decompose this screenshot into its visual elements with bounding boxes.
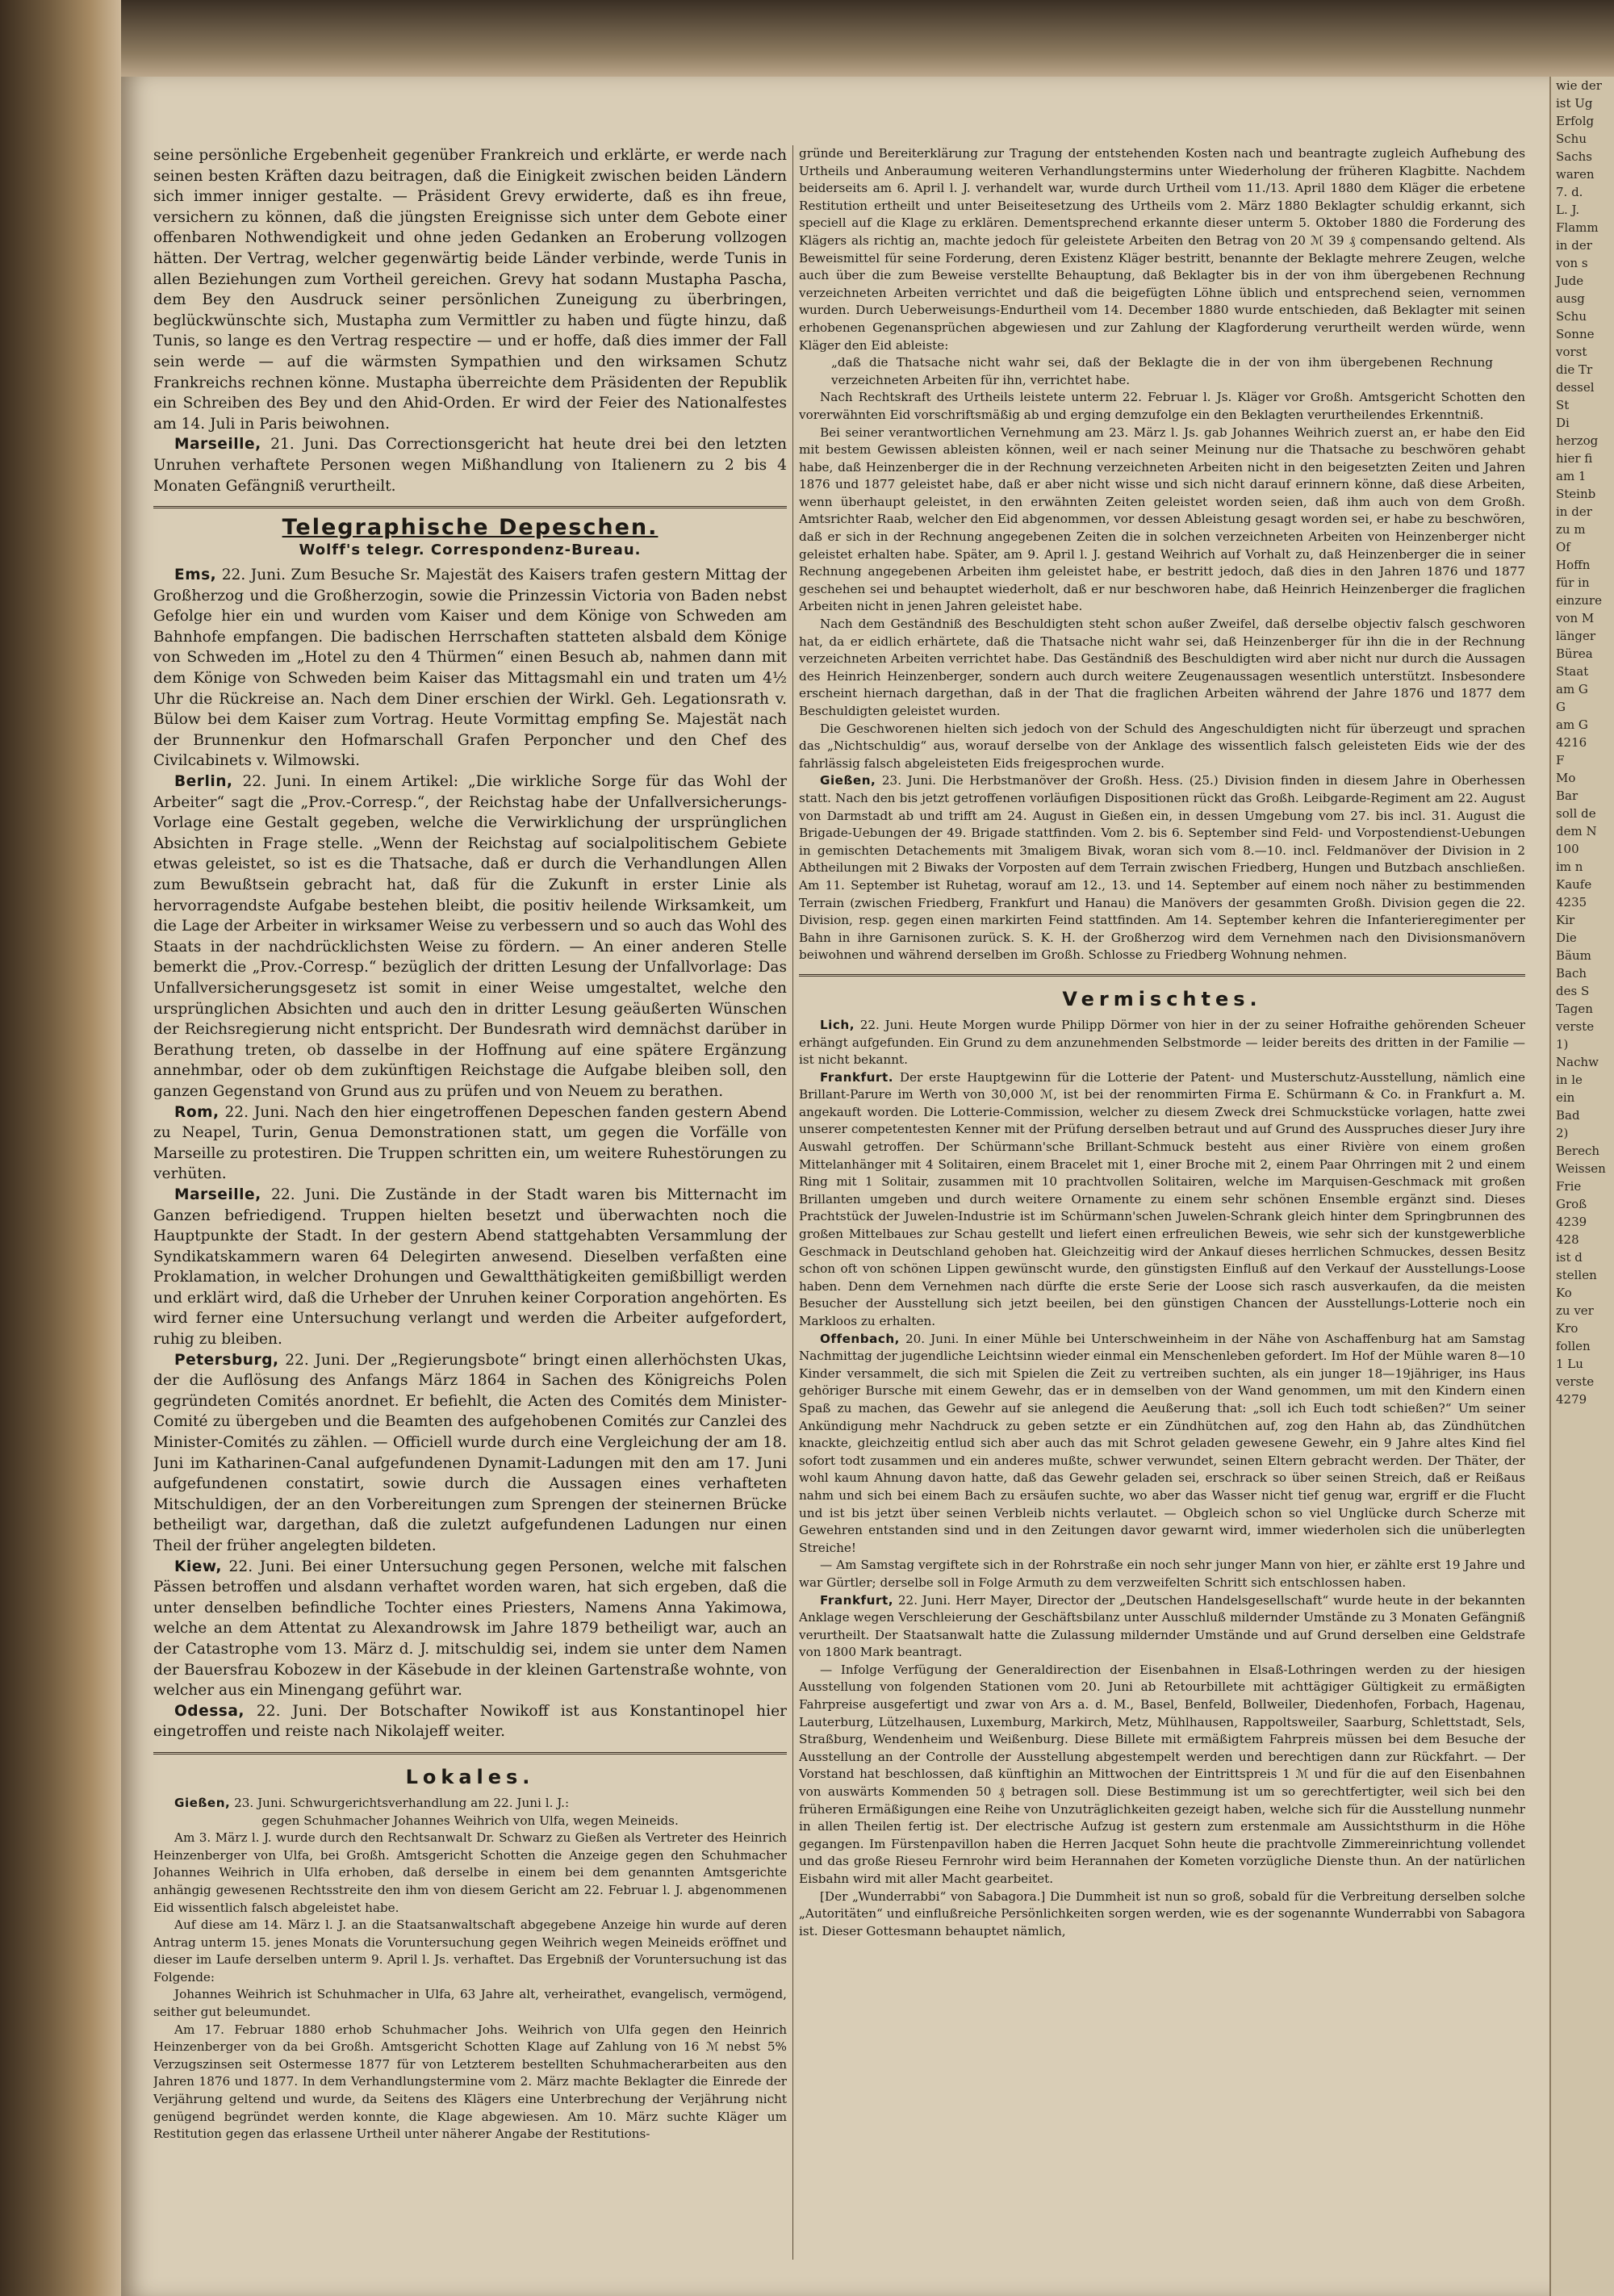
fragment-text: am 1 xyxy=(1556,469,1587,483)
article-text: 22. Juni. Die Zustände in der Stadt waren bis Mitternacht im Ganzen befriedigend. Truppen hielten besetzt und überwachten noch die Hauptpunkte der Stadt. In der gestern Abend stattgehabten Versammlung der Syndikatskammern waren 64 Delegirten anwesend. Dieselben verfaßten eine Proklamation, in welcher Drohungen und Gewaltthätigkeiten gemißbilligt werden und erklärt wird, daß die Urheber der Unruhen keiner Corporation angehörten. Es wird ferner eine Untersuchung verlangt und werden die Arbeiter aufgefordert, ruhig zu bleiben. xyxy=(153,1186,787,1349)
article-text: Der erste Hauptgewinn für die Lotterie der Patent- und Musterschutz-Ausstellung, nämlich eine Brillant-Parure im Werth von 30,000 ℳ, ist bei der renommirten Firma E. Schürmann & Co. in Frankfurt a. M. angekauft worden. Die Lotterie-Commission, welcher zu diesem Zweck drei Schmuckstücke vorlagen, hatte zwei unserer competentesten Kenner mit der Prüfung derselben betraut und auf Grund des Ausspruches dieser Jury ihre Auswahl getroffen. Der Schürmann'sche Brillant-Schmuck besteht aus einer Rivière von einem großen Mittelanhänger mit 4 Solitairen, einem Bracelet mit 1, einer Broche mit 2, einem Paar Ohrringen mit 2 und einem Ring mit 1 Solitair, zusammen mit 10 prachtvollen Solitairen, welche im Marquisen-Geschmack mit großen Brillanten umgeben und durch weitere Ornamente zu einem sehr schönen Ensemble ergänzt sind. Dieses Prachtstück der Juwelen-Industrie ist im Schürmann'schen Juwelen-Schrank gleich hinter dem Springbrunnen des großen Mittelbaues zur Schau gestellt und liefert einen erfreulichen Beweis, wie sehr sich der kunstgewerbliche Geschmack in Deutschland gehoben hat. Gleichzeitig wird der Ankauf dieses herrlichen Schmuckes, dessen Besitz schon oft von schönen Lippen gewünscht wurde, den günstigsten Einfluß auf den Verkauf der Ausstellungs-Loose haben. Denn dem Vernehmen nach dürfte die erste Serie der Loose sich rasch ausverkaufen, da die meisten Besucher der Ausstellung sich jetzt beeilen, bei den günstigen Chancen der Ausstellungs-Lotterie noch ein Markloos zu erhalten. xyxy=(799,1069,1525,1328)
fragment-text: Groß xyxy=(1556,1197,1587,1211)
fragment-text: Steinb xyxy=(1556,487,1596,501)
paragraph: Johannes Weihrich ist Schuhmacher in Ulfa, 63 Jahre alt, verheirathet, evangelisch, vermögend, seither gut beleumundet. xyxy=(153,1987,787,2020)
dateline: Frankfurt. xyxy=(820,1069,893,1085)
fragment-text: soll de xyxy=(1556,806,1596,821)
book-spine xyxy=(0,0,121,2296)
article-giessen-court xyxy=(153,1795,787,1813)
article-text: 22. Juni. Zum Besuche Sr. Majestät des Kaisers trafen gestern Mittag der Großherzog und die Großherzogin, sowie die Prinzessin Victoria von Baden nebst Gefolge hier ein und wurden vom Kaiser und dem Könige von Schweden am Bahnhofe empfangen. Die badischen Herrschaften statteten alsbald dem Könige von Schweden im „Hotel zu den 4 Thürmen“ einen Besuch ab, nahmen dann mit dem Könige von Schweden beim Kaiser das Mittagsmahl ein und traten um 4½ Uhr die Rückreise an. Nach dem Diner erschien der Wirkl. Geh. Legationsrath v. Bülow bei dem Kaiser zum Vortrag. Heute Vormittag empfing Se. Majestät nach der Brunnenkur den Hofmarschall Grafen Perponcher und den Chef des Civilcabinets v. Wilmowski. xyxy=(153,567,787,770)
fragment-text: 100 xyxy=(1556,842,1579,856)
fragment-text: 428 xyxy=(1556,1232,1579,1247)
article-text: 20. Juni. In einer Mühle bei Unterschweinheim in der Nähe von Aschaffenburg hat am Samstag Nachmittag der jugendliche Leichtsinn wieder einmal ein Menschenleben gefordert. Im Hof der Mühle waren 8—10 Kinder versammelt, die sich mit Spielen die Zeit zu vertreiben suchten, als ein junger 18—19jähriger, ins Haus gehöriger Bursche mit einem Gewehr, das er in demselben von der Wand genommen, um mit den Kindern einen Spaß zu machen, das Gewehr auf sie anlegend die Aeußerung that: „soll ich Euch todt schießen?“ Um seiner Ankündigung mehr Nachdruck zu geben setzte er ein Zündhütchen auf, zog den Hahn ab, das Zündhütchen knackte, gleichzeitig entlud sich aber auch das mit Schrot geladen gewesene Gewehr, ein 9 Jahre altes Kind fiel sofort todt zusammen und ein anderes mußte, schwer verwundet, seinen Eltern gebracht werden. Der Thäter, der wohl kaum Ahnung davon hatte, daß das Gewehr geladen sei, erschrack so über seinen Streich, daß er Reißaus nahm und sich bei einem Bach zu ersäufen suchte, wo aber das Wasser nicht tief genug war, ergriff er die Flucht und ist bis jetzt über seinen Verbleib nichts verlautet. — Obgleich schon so viel Unglücke durch Scherze mit Gewehren entstanden sind und in den Zeitungen davor gewarnt wird, immer wiederholen sich die unüberlegten Streiche! xyxy=(799,1331,1525,1555)
paragraph: Am 3. März l. J. wurde durch den Rechtsanwalt Dr. Schwarz zu Gießen als Vertreter des Heinrich Heinzenberger von Ulfa, bei Großh. Amtsgericht Schotten die Anzeige gegen den Schuhmacher Johannes Weihrich in Ulfa erhoben, daß derselbe in einem bei dem genannten Amtsgerichte anhängig gewesenen Rechtsstreite den ihm von diesem Gericht am 22. Februar l. J. abgenommenen Eid wissentlich falsch abgeleistet habe. xyxy=(153,1830,787,1915)
dateline: Odessa, xyxy=(174,1702,245,1720)
left-column xyxy=(153,145,787,2260)
fragment-text: ist d xyxy=(1556,1250,1583,1265)
fragment-text: Mo xyxy=(1556,771,1576,785)
fragment-text: einzure xyxy=(1556,593,1602,608)
paragraph: Auf diese am 14. März l. J. an die Staatsanwaltschaft abgegebene Anzeige hin wurde auf deren Antrag unterm 15. jenes Monats die Voruntersuchung gegen Weihrich wegen Meineids eröffnet und dieser im Laufe derselben unterm 9. April l. Js. verhaftet. Das Ergebniß der Voruntersuchung ist das Folgende: xyxy=(153,1918,787,1984)
article-text: 22. Juni. In einem Artikel: „Die wirkliche Sorge für das Wohl der Arbeiter“ sagt die „Prov.-Corresp.“, der Reichstag habe der Unfallversicherungs-Vorlage eine Gestalt gegeben, welche die Verwirklichung der ursprünglichen Absichten in Frage stelle. „Wenn der Reichstag auf socialpolitischem Gebiete etwas geleistet, so ist es die Thatsache, daß er durch die Verhandlungen Allen zum Bewußtsein gebracht hat, daß für die Zukunft in erster Linie als hervorragendste Aufgabe bestehen bleibt, die positiv heilende Wirksamkeit, um die Lage der Arbeiter in wirksamer Weise zu verbessern und so auch das Wohl des Staats in der nachdrücklichsten Weise zu fördern. — An einer anderen Stelle bemerkt die „Prov.-Corresp.“ bezüglich der dritten Lesung der Unfallvorlage: Das Unfallversicherungsgesetz ist somit in einer Weise umgestaltet, welche den ursprünglichen Absichten und auch den in dritter Lesung geäußerten Wünschen der Reichsregierung nicht entspricht. Der Bundesrath wird demnächst darüber in Berathung treten, ob dasselbe in der Hoffnung auf eine spätere Ergänzung annehmbar, oder ob dem zukünftigen Reichstage die Aufgabe bleiben soll, den ganzen Gegenstand von Grund aus zu prüfen und von Neuem zu berathen. xyxy=(153,773,787,1100)
paragraph: Nach dem Geständniß des Beschuldigten steht schon außer Zweifel, daß derselbe objectiv falsch geschworen hat, da er eidlich erhärtete, daß die Thatsache nicht wahr sei, daß Heinzenberger für ihn die in der Rechnung verzeichneten Arbeiten verrichtet habe. Das Geständniß des Beschuldigten wird aber nicht nur durch die Aussagen des Heinrich Heinzenberger, sondern auch durch weitere Zeugenaussagen wesentlich unterstützt. Insbesondere erscheint hiernach dargethan, daß in der That die fraglichen Arbeiten während der Jahre 1876 und 1877 dem Beschuldigten geleistet wurden. xyxy=(799,617,1525,718)
fragment-text: G xyxy=(1556,700,1566,714)
article-marseille-1 xyxy=(153,434,787,496)
dateline: Kiew, xyxy=(174,1558,222,1575)
fragment-text: L. J. xyxy=(1556,203,1580,217)
article-text: 22. Juni. Der Botschafter Nowikoff ist aus Konstantinopel hier eingetroffen und reiste nach Nikolajeff weiter. xyxy=(153,1702,787,1741)
article-text: 22. Juni. Bei einer Untersuchung gegen Personen, welche mit falschen Pässen betroffen und alsdann verhaftet worden waren, hat sich ergeben, daß die unter denselben befindliche Tochter eines Priesters, Namens Anna Yakimowa, welche an dem Attentat zu Alexandrowsk im Jahre 1879 betheiligt war, auch an der Catastrophe vom 13. März d. J. mitschuldig sei, indem sie unter dem Namen der Bauersfrau Kobozew in der Käsebude in der kleinen Gartenstraße wohnte, von welcher aus ein Minengang geführt war. xyxy=(153,1558,787,1700)
fragment-text: von M xyxy=(1556,611,1595,625)
article-frankfurt-2 xyxy=(799,1592,1525,1662)
paragraph: — Infolge Verfügung der Generaldirection der Eisenbahnen in Elsaß-Lothringen werden zu der hiesigen Ausstellung von folgenden Stationen vom 20. Juni ab Retourbillete mit achttägiger Gültigkeit zu ermäßigten Fahrpreise ausgefertigt und zwar von Ars a. d. M., Basel, Benfeld, Bollweiler, Diedenhofen, Forbach, Hagenau, Lauterburg, Lützelhausen, Luxemburg, Markirch, Metz, Mühlhausen, Rappoltsweiler, Saarburg, Schlettstadt, Sels, Straßburg, Wendenheim und Weißenburg. Diese Billete mit ermäßigtem Fahrpreis müssen bei dem Besuche der Ausstellung an der Controlle der Ausstellung abgestempelt werden und berechtigen dann zur Rückfahrt. — Der Vorstand hat beschlossen, daß künftighin an Mittwochen der Eintrittspreis 1 ℳ und für die auf den Eisenbahnen von auswärts Kommenden 50 ₰ betragen soll. Diese Bestimmung ist um so gerechtfertigter, weil sich bei den früheren Ermäßigungen eine Reihe von Unzuträglichkeiten gezeigt haben, welche sich für die Ausstellung nunmehr in allen Theilen fertig ist. Der electrische Aufzug ist gestern zum erstenmale am Aussichtsthurm in die Höhe gegangen. Im Fürstenpavillon haben die Herren Jacquet Sohn heute die prachtvolle Zimmereinrichtung vollendet und das große Rieseu Fernrohr wird beim Herannahen der Kometen vorzügliche Dienste thun. An der natürlichen Eisbahn wird mit aller Macht gearbeitet. xyxy=(799,1662,1525,1886)
fragment-text: dessel xyxy=(1556,380,1595,395)
fragment-text: des S xyxy=(1556,984,1590,998)
fragment-text: verste xyxy=(1556,1019,1595,1034)
dateline: Petersburg, xyxy=(174,1351,279,1369)
fragment-text: Bad xyxy=(1556,1108,1580,1123)
paragraph: Die Geschworenen hielten sich jedoch von der Schuld des Angeschuldigten nicht für überzeugt und sprachen das „Nichtschuldig“ aus, worauf derselbe von der Anklage des wissentlich falsch geleisteten Eids wie der des fahrlässig falsch abgeleisteten Eids freigesprochen wurde. xyxy=(799,721,1525,771)
fragment-text: Bach xyxy=(1556,966,1587,981)
fragment-text: Di xyxy=(1556,416,1570,430)
fragment-text: am G xyxy=(1556,717,1588,732)
fragment-text: hier fi xyxy=(1556,451,1593,466)
paragraph: Am 17. Februar 1880 erhob Schuhmacher Johs. Weihrich von Ulfa gegen den Heinrich Heinzenberger von da bei Großh. Amtsgericht Schotten Klage auf Zahlung von 16 ℳ nebst 5% Verzugszinsen seit Ostermesse 1877 für von Letzterem bestellten Schuhmacherarbeiten aus den Jahren 1876 und 1877. In dem Verhandlungstermine vom 2. März machte Beklagter die Einrede der Verjährung geltend und wurde, da Seitens des Klägers eine Unterbrechung der Verjährung nicht genügend begründet werden konnte, die Klage abgewiesen. Am 10. März suchte Kläger um Restitution gegen das erlassene Urtheil unter näherer Angabe der Restitutions- xyxy=(153,2022,787,2142)
dateline: Gießen, xyxy=(820,773,876,788)
dateline: Lich, xyxy=(820,1017,855,1032)
fragment-text: St xyxy=(1556,398,1570,412)
fragment-text: Weissen xyxy=(1556,1161,1606,1176)
fragment-text: im n xyxy=(1556,859,1583,874)
article-text: 22. Juni. Herr Mayer, Director der „Deutschen Handelsgesellschaft“ wurde heute in der bekannten Anklage wegen Verschleierung der Geschäftsbilanz unter Ausschluß mildernder Umstände zu 3 Monaten Gefängniß verurtheilt. Der Staatsanwalt hatte die Zulassung mildernder Umstände und auf Grund derselben eine Geldstrafe von 1800 Mark beantragt. xyxy=(799,1592,1525,1660)
article-giessen-manoeuvre xyxy=(799,772,1525,964)
dateline: Marseille, xyxy=(174,436,261,454)
article-text: 21. Juni. Das Correctionsgericht hat heute drei bei den letzten Unruhen verhaftete Personen wegen Mißhandlung von Italienern zu 2 bis 4 Monaten Gefängniß verurtheilt. xyxy=(153,436,787,495)
section-divider xyxy=(153,1752,787,1754)
dateline: Offenbach, xyxy=(820,1331,900,1346)
dateline: Rom, xyxy=(174,1103,220,1121)
fragment-text: Of xyxy=(1556,540,1570,554)
telegraph-subheading: Wolff's telegr. Correspondenz-Bureau. xyxy=(299,542,642,559)
fragment-text: wie der xyxy=(1556,78,1602,93)
fragment-text: ist Ug xyxy=(1556,96,1593,111)
fragment-text: Schu xyxy=(1556,309,1587,324)
fragment-text: 2) xyxy=(1556,1126,1569,1140)
fragment-text: 1) xyxy=(1556,1037,1569,1052)
right-column xyxy=(799,145,1525,2260)
fragment-text: dem N xyxy=(1556,824,1597,839)
fragment-text: Kro xyxy=(1556,1321,1578,1336)
fragment-text: waren xyxy=(1556,167,1595,182)
fragment-text: zu m xyxy=(1556,522,1586,537)
paragraph: Nach Rechtskraft des Urtheils leistete unterm 22. Februar l. Js. Kläger vor Großh. Amtsgericht Schotten den vorerwähnten Eid vorschriftsmäßig ab und erging demzufolge ein den Beklagten verurtheilendes Erkenntniß. xyxy=(799,390,1525,422)
fragment-text: Tagen xyxy=(1556,1002,1593,1016)
fragment-text: Sachs xyxy=(1556,149,1592,164)
fragment-text: Bäum xyxy=(1556,948,1591,963)
fragment-text: follen xyxy=(1556,1339,1591,1353)
lokales-section xyxy=(153,1795,787,2143)
fragment-text: Flamm xyxy=(1556,220,1599,235)
paragraph: — Am Samstag vergiftete sich in der Rohrstraße ein noch sehr junger Mann von hier, er zählte erst 19 Jahre und war Gürtler; derselbe soll in Folge Armuth zu dem verzweifelten Schritt sich entschlossen haben. xyxy=(799,1558,1525,1590)
fragment-text: Schu xyxy=(1556,132,1587,146)
telegraph-heading: Telegraphische Depeschen. xyxy=(282,515,659,541)
fragment-text: Berech xyxy=(1556,1144,1600,1158)
fragment-text: zu ver xyxy=(1556,1303,1594,1318)
article-petersburg xyxy=(153,1350,787,1557)
fragment-text: Bar xyxy=(1556,788,1578,803)
article-rom xyxy=(153,1102,787,1185)
paragraph: gründe und Bereiterklärung zur Tragung der entstehenden Kosten nach und beantragte zugleich Aufhebung des Urtheils und Anberaumung weiteren Verhandlungstermins unter Wiederholung der früheren Klagbitte. Nachdem beiderseits am 6. April l. J. verhandelt war, wurde durch Urtheil vom 11./13. April 1880 dem Kläger die erbetene Restitution ertheilt und unter Beiseitesetzung des Urtheils vom 2. März 1880 Beklagter schuldig erkannt, sich speciell auf die Klage zu erklären. Dementsprechend erkannte dieser unterm 5. Oktober 1880 die Forderung des Klägers als richtig an, machte jedoch für geleistete Arbeiten den Betrag von 20 ℳ 39 ₰ compensando geltend. Als Beweismittel für seine Forderung, deren Existenz Kläger bestritt, benannte der Beklagte mehrere Zeugen, welche auch über die zum Beweise verstellte Behauptung, daß Beklagter bis in der von ihm übergebenen Rechnung verzeichneten Arbeiten verrichtet und daß die beigefügten Löhne üblich und entsprechend seien, vernommen wurden. Durch Ueberweisungs-Endurtheil vom 14. December 1880 wurde entschieden, daß Beklagter mit seinen erhobenen Gegenansprüchen abgewiesen und zur Zahlung der Klagforderung verurtheilt werden würde, wenn Kläger den Eid ableiste: xyxy=(799,146,1525,353)
fragment-text: für in xyxy=(1556,575,1590,590)
article-text: 22. Juni. Nach den hier eingetroffenen Depeschen fanden gestern Abend zu Neapel, Turin, Genua Demonstrationen statt, um gegen die Vorfälle von Marseille zu protestiren. Die Truppen schritten ein, um weitere Ruhestörungen zu verhüten. xyxy=(153,1103,787,1183)
paris-report: seine persönliche Ergebenheit gegenüber Frankreich und erklärte, er werde nach seinen besten Kräften dazu beitragen, daß die Einigkeit zwischen beiden Ländern sich immer inniger gestalte. — Präsident Grevy erwiderte, daß es ihn freue, versichern zu können, daß die jüngsten Ereignisse sich unter dem Gebote einer offenbaren Nothwendigkeit und ohne jeden Gedanken an Eroberung vollzogen hätten. Der Vertrag, welcher gegenwärtig beide Länder verbinde, werde Tunis in allen Beziehungen zum Vortheil gereichen. Grevy hat sodann Mustapha Pascha, dem Bey den Ausdruck seiner persönlichen Zuneigung zu überbringen, beglückwünschte sich, Mustapha zum Vermittler zu haben und fügte hinzu, daß Tunis, so lange es den Vertrag respectire — und er hoffe, daß dies immer der Fall sein werde — auf die wärmsten Sympathien und den wirksamen Schutz Frankreichs rechnen könne. Mustapha überreichte dem Präsidenten der Republik ein Schreiben des Bey und den Ahid-Orden. Er wird der Feier des Nationalfestes am 14. Juli in Paris beiwohnen. xyxy=(153,147,787,433)
section-divider xyxy=(799,974,1525,977)
fragment-text: herzog xyxy=(1556,433,1599,448)
fragment-text: Erfolg xyxy=(1556,114,1595,128)
vermischtes-heading: Vermischtes. xyxy=(1062,987,1262,1010)
fragment-text: Kir xyxy=(1556,913,1575,927)
fragment-text: in le xyxy=(1556,1073,1583,1087)
lokales-heading: Lokales. xyxy=(405,1765,535,1788)
fragment-text: von s xyxy=(1556,256,1588,270)
fragment-text: am G xyxy=(1556,682,1588,696)
fragment-text: Frie xyxy=(1556,1179,1582,1194)
fragment-text: Sonne xyxy=(1556,327,1595,341)
fragment-text: in der xyxy=(1556,504,1592,519)
fragment-text: stellen xyxy=(1556,1268,1597,1282)
paragraph: Bei seiner verantwortlichen Vernehmung am 23. März l. Js. gab Johannes Weihrich zuerst an, er habe den Eid mit bestem Gewissen ableisten können, weil er nach seiner Meinung nur die Thatsache zu beschwören gehabt habe, daß Heinzenberger die in der Rechnung verzeichneten Arbeiten nicht in den beigesetzten Zeiten und Jahren 1876 und 1877 geleistet habe, daß er aber nicht wisse und sich nicht darauf erinnern könne, daß diese Arbeiten, wenn überhaupt geleistet, in den erwähnten Zeiten geleistet worden seien, daß ihm auch von dem Großh. Amtsrichter Raab, welcher den Eid abgenommen, vor dessen Ableistung gesagt worden sei, er habe zu beschwören, daß er sich in der Rechnung angegebenen Zeiten die in solchen verzeichneten Arbeiten von Heinzenberger nicht geleistet erhalten habe. Später, am 9. April l. J. gestand Weihrich auf Vorhalt zu, daß Heinzenberger die in seiner Rechnung angegebenen Arbeiten ihm geleistet habe, er bestritt jedoch, daß dies in den Jahren 1876 und 1877 geschehen sei und behauptet wiederholt, daß er nur beschworen habe, daß Heinrich Heinzenberger die fraglichen Arbeiten nicht in jenen Jahren geleistet habe. xyxy=(799,424,1525,614)
fragment-text: Jude xyxy=(1556,274,1584,288)
fragment-text: Bürea xyxy=(1556,646,1593,661)
article-ems xyxy=(153,565,787,772)
fragment-text: verste xyxy=(1556,1374,1595,1389)
fragment-text: Kaufe xyxy=(1556,877,1592,892)
fragment-text: die Tr xyxy=(1556,362,1593,377)
article-marseille-2 xyxy=(153,1185,787,1350)
dateline: Marseille, xyxy=(174,1186,261,1203)
dateline: Frankfurt, xyxy=(820,1592,893,1608)
article-odessa xyxy=(153,1701,787,1742)
oath-quote: „daß die Thatsache nicht wahr sei, daß der Beklagte die in der von ihm übergebenen Rechnung verzeichneten Arbeiten für ihn, verrichtet habe. xyxy=(831,355,1493,387)
fragment-text: F xyxy=(1556,753,1565,767)
column-divider xyxy=(792,145,793,2260)
article-frankfurt-1 xyxy=(799,1069,1525,1331)
fragment-text: vorst xyxy=(1556,345,1587,359)
fragment-text: Hoffn xyxy=(1556,558,1591,572)
fragment-text: Staat xyxy=(1556,664,1589,679)
article-text: 23. Juni. Die Herbstmanöver der Großh. Hess. (25.) Division finden in diesem Jahre in Oberhessen statt. Nach den bis jetzt getroffenen vorläufigen Dispositionen rückt das Großh. Leibgarde-Regiment am 22. August von Darmstadt ab und trifft am 24. August in Gießen ein, in dessen Umgebung vom 27. bis incl. 31. August die Brigade-Uebungen der 49. Brigade stattfinden. Vom 2. bis 6. September sind Feld- und Vorpostendienst-Uebungen in gemischten Detachements mit 3maligem Bivak, woran sich vom 8.—10. incl. Feldmanöver der Division in 2 Abtheilungen mit 2 Biwaks der Vorposten auf dem Terrain zwischen Friedberg, Hungen und Butzbach anschließen. Am 11. September ist Ruhetag, worauf am 12., 13. und 14. September auf einem noch näher zu bestimmenden Terrain (zwischen Friedberg, Frankfurt und Hanau) die Manövers der gesammten Großh. Division gegen die 22. Division, resp. gegen einen markirten Feind stattfinden. Am 14. September kehren die Infanterieregimenter per Bahn in ihre Garnisonen zurück. S. K. H. der Großherzog wird dem Vernehmen nach den Divisionsmanövern beiwohnen und während derselben im Großh. Schlosse zu Friedberg Wohnung nehmen. xyxy=(799,773,1525,963)
fragment-text: 4216 xyxy=(1556,735,1587,750)
article-lich xyxy=(799,1017,1525,1069)
fragment-text: länger xyxy=(1556,629,1596,643)
book-top-edge xyxy=(121,0,1614,77)
article-text: 22. Juni. Heute Morgen wurde Philipp Dörmer von hier in der zu seiner Hofraithe gehörenden Scheuer erhängt aufgefunden. Ein Grund zu dem anzunehmenden Selbstmorde — leider bereits des dritten in der Familie — ist nicht bekannt. xyxy=(799,1017,1525,1068)
adjacent-page-edge xyxy=(1549,77,1614,2296)
dateline: Gießen, xyxy=(174,1795,231,1810)
dateline: Ems, xyxy=(174,567,217,584)
article-text: 22. Juni. Der „Regierungsbote“ bringt einen allerhöchsten Ukas, der die Auflösung des Anfangs März 1864 in Sachen des Königreichs Polen gegründeten Comités anordnet. Er befiehlt, die Acten des Comités dem Minister-Comité zu übergeben und die Beamten des aufgehobenen Comités zur Canzlei des Minister-Comités zu zählen. — Officiell wurde durch eine Vergleichung der am 18. Juni im Katharinen-Canal aufgefundenen Dynamit-Ladungen mit den am 17. Juni aufgefundenen constatirt, sowie durch die Aussagen eines verhafteten Mitschuldigen, der an den Vorbereitungen zum Sprengen der steinernen Brücke betheiligt war, dargethan, daß die zuletzt aufgefundenen Ladungen nur einen Theil der früher angelegten bildeten. xyxy=(153,1351,787,1554)
fragment-text: 4235 xyxy=(1556,895,1587,910)
fragment-text: Ko xyxy=(1556,1286,1572,1300)
article-berlin xyxy=(153,772,787,1102)
fragment-text: ein xyxy=(1556,1090,1575,1105)
case-subtitle: gegen Schuhmacher Johannes Weihrich von Ulfa, wegen Meineids. xyxy=(261,1813,679,1828)
fragment-text: ausg xyxy=(1556,291,1585,306)
dateline: Berlin, xyxy=(174,773,233,791)
fragment-text: in der xyxy=(1556,238,1592,253)
fragment-text: 7. d. xyxy=(1556,185,1583,199)
fragment-text: Nachw xyxy=(1556,1055,1599,1069)
article-kiew xyxy=(153,1557,787,1701)
paragraph: [Der „Wunderrabbi“ von Sabagora.] Die Dummheit ist nun so groß, sobald für die Verbreitung derselben solche „Autoritäten“ und einflußreiche Persönlichkeiten sorgen werden, wie es der sogenannte Wunderrabbi von Sabagora ist. Dieser Gottesmann behauptet nämlich, xyxy=(799,1888,1525,1938)
fragment-text: 4279 xyxy=(1556,1392,1587,1407)
fragment-text: 4239 xyxy=(1556,1215,1587,1229)
fragment-text: Die xyxy=(1556,931,1577,945)
section-divider xyxy=(153,506,787,508)
article-offenbach xyxy=(799,1331,1525,1558)
article-text: 23. Juni. Schwurgerichtsverhandlung am 22. Juni l. J.: xyxy=(234,1795,570,1810)
fragment-text: 1 Lu xyxy=(1556,1357,1583,1371)
